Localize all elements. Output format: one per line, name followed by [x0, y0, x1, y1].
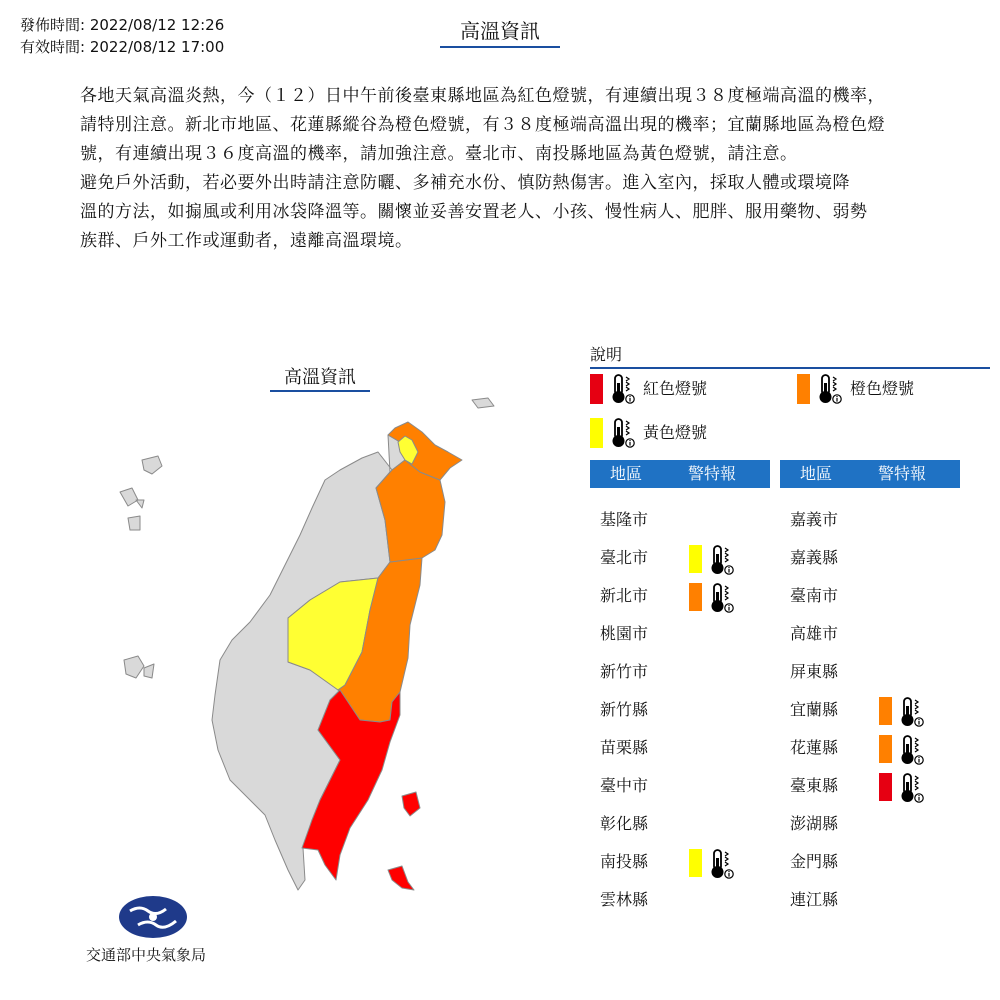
thermometer-icon: [609, 417, 637, 449]
description-line: 各地天氣高溫炎熱，今（１２）日中午前後臺東縣地區為紅色燈號，有連續出現３８度極端高溫的機率，: [80, 86, 885, 106]
map-island-green: [402, 792, 420, 816]
table-row-region: 嘉義縣: [790, 548, 839, 567]
table-row-warning-swatch: [879, 735, 892, 763]
cwb-logo-icon: [118, 895, 188, 939]
map-islet-ne: [472, 398, 494, 408]
taiwan-map: [100, 360, 500, 920]
col-warning-header: 警特報: [688, 464, 737, 483]
issue-meta: [20, 14, 224, 58]
legend-label-orange: 橙色燈號: [850, 379, 915, 398]
table-row-warning-swatch: [689, 583, 702, 611]
map-island-penghu: [120, 456, 162, 530]
table-row-region: 屏東縣: [790, 662, 839, 681]
table-row-warning-swatch: [689, 849, 702, 877]
thermometer-icon: [898, 772, 926, 804]
table-row-region: 雲林縣: [600, 890, 649, 909]
table-row-region: 苗栗縣: [600, 738, 649, 757]
table-row-region: 花蓮縣: [790, 738, 839, 757]
table-row-region: 連江縣: [790, 890, 839, 909]
map-island-kinmen: [124, 656, 154, 678]
thermometer-icon: [708, 848, 736, 880]
table-row-region: 基隆市: [600, 510, 649, 529]
legend-swatch-orange: [797, 374, 810, 404]
table-row-region: 臺中市: [600, 776, 649, 795]
table-row-region: 宜蘭縣: [790, 700, 839, 719]
table-row-warning-swatch: [879, 697, 892, 725]
col-region-header: 地區: [800, 464, 833, 483]
table-row-region: 桃園市: [600, 624, 649, 643]
description: [80, 82, 940, 256]
issue-time: 發佈時間: 2022/08/12 12:26: [20, 16, 225, 34]
thermometer-icon: [708, 582, 736, 614]
col-region-header: 地區: [610, 464, 643, 483]
table-header-right: [780, 460, 960, 488]
thermometer-icon: [898, 734, 926, 766]
table-row-region: 澎湖縣: [790, 814, 839, 833]
agency-name: 交通部中央氣象局: [86, 946, 207, 964]
table-row-region: 嘉義市: [790, 510, 839, 529]
thermometer-icon: [609, 373, 637, 405]
thermometer-icon: [708, 544, 736, 576]
legend-title: 說明: [590, 343, 990, 369]
description-line: 溫的方法，如搧風或利用冰袋降溫等。關懷並妥善安置老人、小孩、慢性病人、肥胖、服用藥物、弱勢: [80, 202, 868, 222]
table-row-region: 高雄市: [790, 624, 839, 643]
table-row-region: 新竹縣: [600, 700, 649, 719]
table-row-region: 新竹市: [600, 662, 649, 681]
table-row-region: 南投縣: [600, 852, 649, 871]
table-row-region: 臺北市: [600, 548, 649, 567]
table-row-region: 新北市: [600, 586, 649, 605]
page-title: 高溫資訊: [440, 16, 560, 48]
table-row-region: 臺東縣: [790, 776, 839, 795]
table-header-left: [590, 460, 770, 488]
table-row-region: 彰化縣: [600, 814, 649, 833]
legend-swatch-red: [590, 374, 603, 404]
table-row-warning-swatch: [689, 545, 702, 573]
description-line: 避免戶外活動，若必要外出時請注意防曬、多補充水份、慎防熱傷害。進入室內，採取人體或環境降: [80, 173, 850, 193]
col-warning-header: 警特報: [878, 464, 927, 483]
legend-swatch-yellow: [590, 418, 603, 448]
description-line: 請特別注意。新北市地區、花蓮縣縱谷為橙色燈號，有３８度極端高溫出現的機率；宜蘭縣地區為橙色燈: [80, 115, 885, 135]
map-island-orchid: [388, 866, 414, 890]
thermometer-icon: [816, 373, 844, 405]
description-line: 族群、戶外工作或運動者，遠離高溫環境。: [80, 231, 413, 251]
legend-label-red: 紅色燈號: [643, 379, 708, 398]
legend-label-yellow: 黃色燈號: [643, 423, 708, 442]
description-line: 號，有連續出現３６度高溫的機率，請加強注意。臺北市、南投縣地區為黃色燈號，請注意。: [80, 144, 798, 164]
valid-time: 有效時間: 2022/08/12 17:00: [20, 38, 225, 56]
table-row-region: 臺南市: [790, 586, 839, 605]
table-row-region: 金門縣: [790, 852, 839, 871]
map-title: 高溫資訊: [270, 366, 370, 392]
thermometer-icon: [898, 696, 926, 728]
table-row-warning-swatch: [879, 773, 892, 801]
